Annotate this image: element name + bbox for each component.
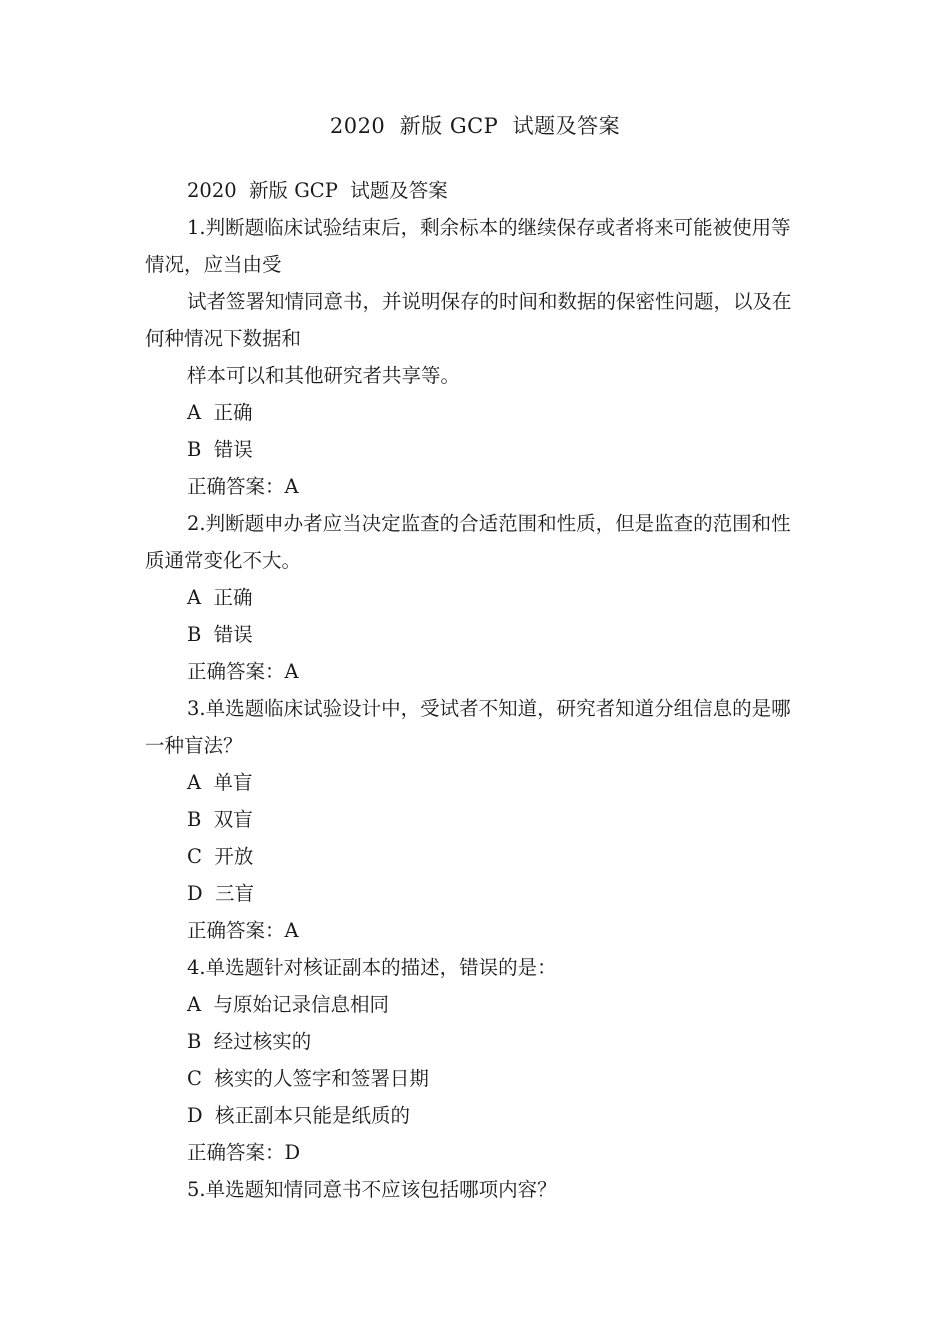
question-2-option-a: A 正确 <box>187 586 253 609</box>
question-4-option-d: D 核正副本只能是纸质的 <box>187 1104 411 1127</box>
question-3-option-c: C 开放 <box>187 845 254 868</box>
question-1-option-b: B 错误 <box>187 438 253 461</box>
question-3-option-a: A 单盲 <box>187 771 253 794</box>
document-title: 2020 新版 GCP 试题及答案 <box>329 114 621 138</box>
question-2-answer: 正确答案：A <box>187 660 299 683</box>
question-3-text: 3.单选题临床试验设计中，受试者不知道，研究者知道分组信息的是哪一种盲法？ <box>145 697 791 757</box>
question-3-answer: 正确答案：A <box>187 919 299 942</box>
document-body <box>145 172 810 1208</box>
question-2-option-b: B 错误 <box>187 623 253 646</box>
question-4-option-b: B 经过核实的 <box>187 1030 312 1053</box>
question-5-text: 5.单选题知情同意书不应该包括哪项内容？ <box>187 1178 557 1201</box>
paragraph-subtitle: 2020 新版 GCP 试题及答案 <box>187 179 448 202</box>
question-1-answer: 正确答案：A <box>187 475 299 498</box>
question-1-text-cont: 试者签署知情同意书，并说明保存的时间和数据的保密性问题，以及在何种情况下数据和 <box>145 290 792 350</box>
question-4-option-c: C 核实的人签字和签署日期 <box>187 1067 429 1090</box>
question-2-text: 2.判断题申办者应当决定监查的合适范围和性质，但是监查的范围和性质通常变化不大。 <box>145 512 791 572</box>
question-3-option-b: B 双盲 <box>187 808 253 831</box>
question-1-text: 1.判断题临床试验结束后，剩余标本的继续保存或者将来可能被使用等情况，应当由受 <box>145 216 791 276</box>
question-1-option-a: A 正确 <box>187 401 253 424</box>
question-3-option-d: D 三盲 <box>187 882 255 905</box>
question-4-option-a: A 与原始记录信息相同 <box>187 993 389 1016</box>
question-4-text: 4.单选题针对核证副本的描述，错误的是： <box>187 956 557 979</box>
question-4-answer: 正确答案：D <box>187 1141 301 1164</box>
question-1-text-end: 样本可以和其他研究者共享等。 <box>187 364 461 387</box>
